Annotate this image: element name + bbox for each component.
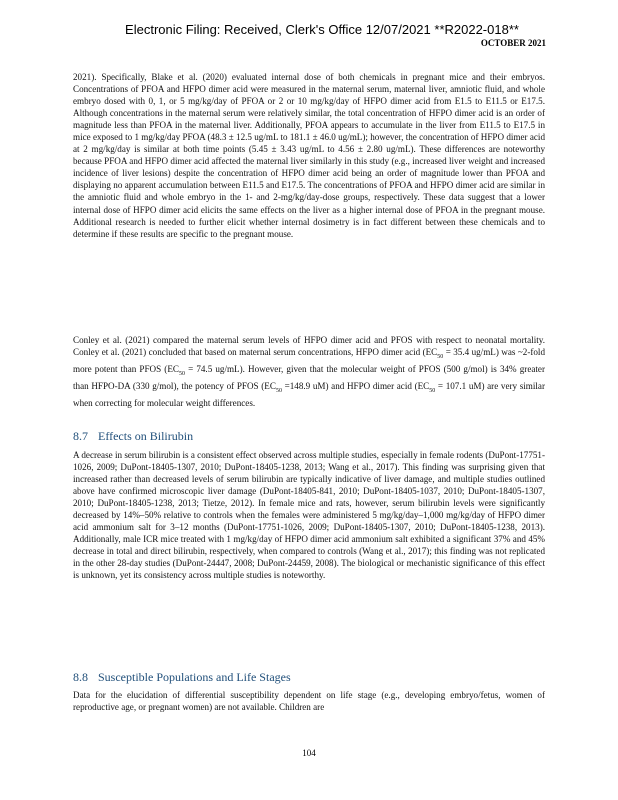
subscript: 50 bbox=[275, 387, 282, 394]
section-heading-bilirubin bbox=[73, 429, 193, 444]
paragraph-bilirubin: A decrease in serum bilirubin is a consistent effect observed across multiple studies, especially in female rodents (DuPont-17751-1026, 2009; DuPont-18405-1307, 2010; DuPont-18405-1238, 2013; Wang et al., 2017). This finding was surprising given that increased rather than decreased levels of serum bilirubin are typically indicative of liver damage, and multiple studies outlined above have confirmed microscopic liver damage (DuPont-18405-841, 2010; DuPont-18405-1037, 2010; DuPont-18405-1307, 2010; DuPont-18405-1238, 2013; Tietze, 2012). In female mice and rats, however, serum bilirubin levels were significantly decreased by 14%–50% relative to controls when the females were administered 5 mg/kg/day–1,000 mg/kg/day of HFPO dimer acid ammonium salt for 3–12 months (DuPont-17751-1026, 2009; DuPont-18405-1307, 2010; DuPont-18405-1238, 2013). Additionally, male ICR mice treated with 1 mg/kg/day of HFPO dimer acid ammonium salt exhibited a significant 37% and 45% decrease in total and direct bilirubin, respectively, when compared to controls (Wang et al., 2017); this finding was not replicated in the other 28-day studies (DuPont-24447, 2008; DuPont-24459, 2008). The biological or mechanistic significance of this effect is unknown, yet its consistency across multiple studies is noteworthy. bbox=[73, 450, 545, 581]
section-number: 8.7 bbox=[73, 429, 88, 443]
section-title: Susceptible Populations and Life Stages bbox=[98, 670, 291, 684]
page-number: 104 bbox=[302, 748, 316, 758]
paragraph-blake-study: 2021). Specifically, Blake et al. (2020) evaluated internal dose of both chemicals in pregnant mice and their embryos. Concentrations of PFOA and HFPO dimer acid were measured in the maternal serum, maternal liver, amniotic fluid, and whole embryo dosed with 0, 1, or 5 mg/kg/day of PFOA or 2 or 10 mg/kg/day of HFPO dimer acid from E1.5 to E11.5 or E17.5. Although concentrations in the maternal serum were relatively similar, the total concentration of HFPO dimer acid is an order of magnitude less than PFOA in the maternal liver. Additionally, PFOA appears to accumulate in the liver from E11.5 to E17.5 in mice exposed to 1 mg/kg/day PFOA (48.3 ± 12.5 ug/mL to 181.1 ± 46.0 ug/mL); however, the concentration of HFPO dimer acid at 2 mg/kg/day is similar at both time points (5.45 ± 3.43 ug/mL to 4.56 ± 2.80 ug/mL). These differences are noteworthy because PFOA and HFPO dimer acid affected the maternal liver similarly in this study (e.g., increased liver weight and increased incidence of liver lesions) despite the concentration of HFPO dimer acid being an order of magnitude lower than PFOA and displaying no apparent accumulation between E11.5 and E17.5. The concentrations of PFOA and HFPO dimer acid are similar in the amniotic fluid and whole embryo in the 1- and 2-mg/kg/day-dose groups, respectively. These data suggest that a lower internal dose of HFPO dimer acid elicits the same effects on the liver as a higher internal dose of PFOA in the pregnant mouse. Additional research is needed to further elicit whether internal dosimetry is in fact different between these chemicals and to determine if these results are specific to the pregnant mouse. bbox=[73, 72, 545, 239]
paragraph-text: = 74.5 ug/mL). However, given that the molecular weight of PFOS (500 g/mol) is 34% greater than HFPO-DA (330 g/mol), the potency of PFOS (EC bbox=[73, 363, 545, 391]
subscript: 50 bbox=[429, 387, 436, 394]
section-number: 8.8 bbox=[73, 670, 88, 684]
document-date: OCTOBER 2021 bbox=[480, 38, 546, 48]
section-heading-susceptible-populations bbox=[73, 670, 291, 685]
paragraph-text: Conley et al. (2021) compared the maternal serum levels of HFPO dimer acid and PFOS with respect to neonatal mortality. Conley et al. (2021) concluded that based on maternal serum concentrations, HFPO dimer acid (EC bbox=[73, 335, 545, 358]
paragraph-text: = 107.1 uM) are very similar when correcting for molecular weight differences. bbox=[73, 380, 545, 408]
paragraph-text: =148.9 uM) and HFPO dimer acid (EC bbox=[281, 380, 430, 391]
paragraph-susceptible-populations: Data for the elucidation of differential susceptibility dependent on life stage (e.g., developing embryo/fetus, women of reproductive age, or pregnant women) are not available. Children are bbox=[73, 690, 545, 713]
subscript: 50 bbox=[178, 370, 185, 377]
paragraph-text: = 35.4 ug/mL) was ~2-fold more potent than PFOS (EC bbox=[73, 347, 545, 374]
subscript: 50 bbox=[437, 353, 444, 360]
paragraph-conley-study bbox=[73, 334, 545, 409]
section-title: Effects on Bilirubin bbox=[98, 429, 194, 443]
filing-header: Electronic Filing: Received, Clerk's Office 12/07/2021 **R2022-018** bbox=[125, 22, 519, 37]
